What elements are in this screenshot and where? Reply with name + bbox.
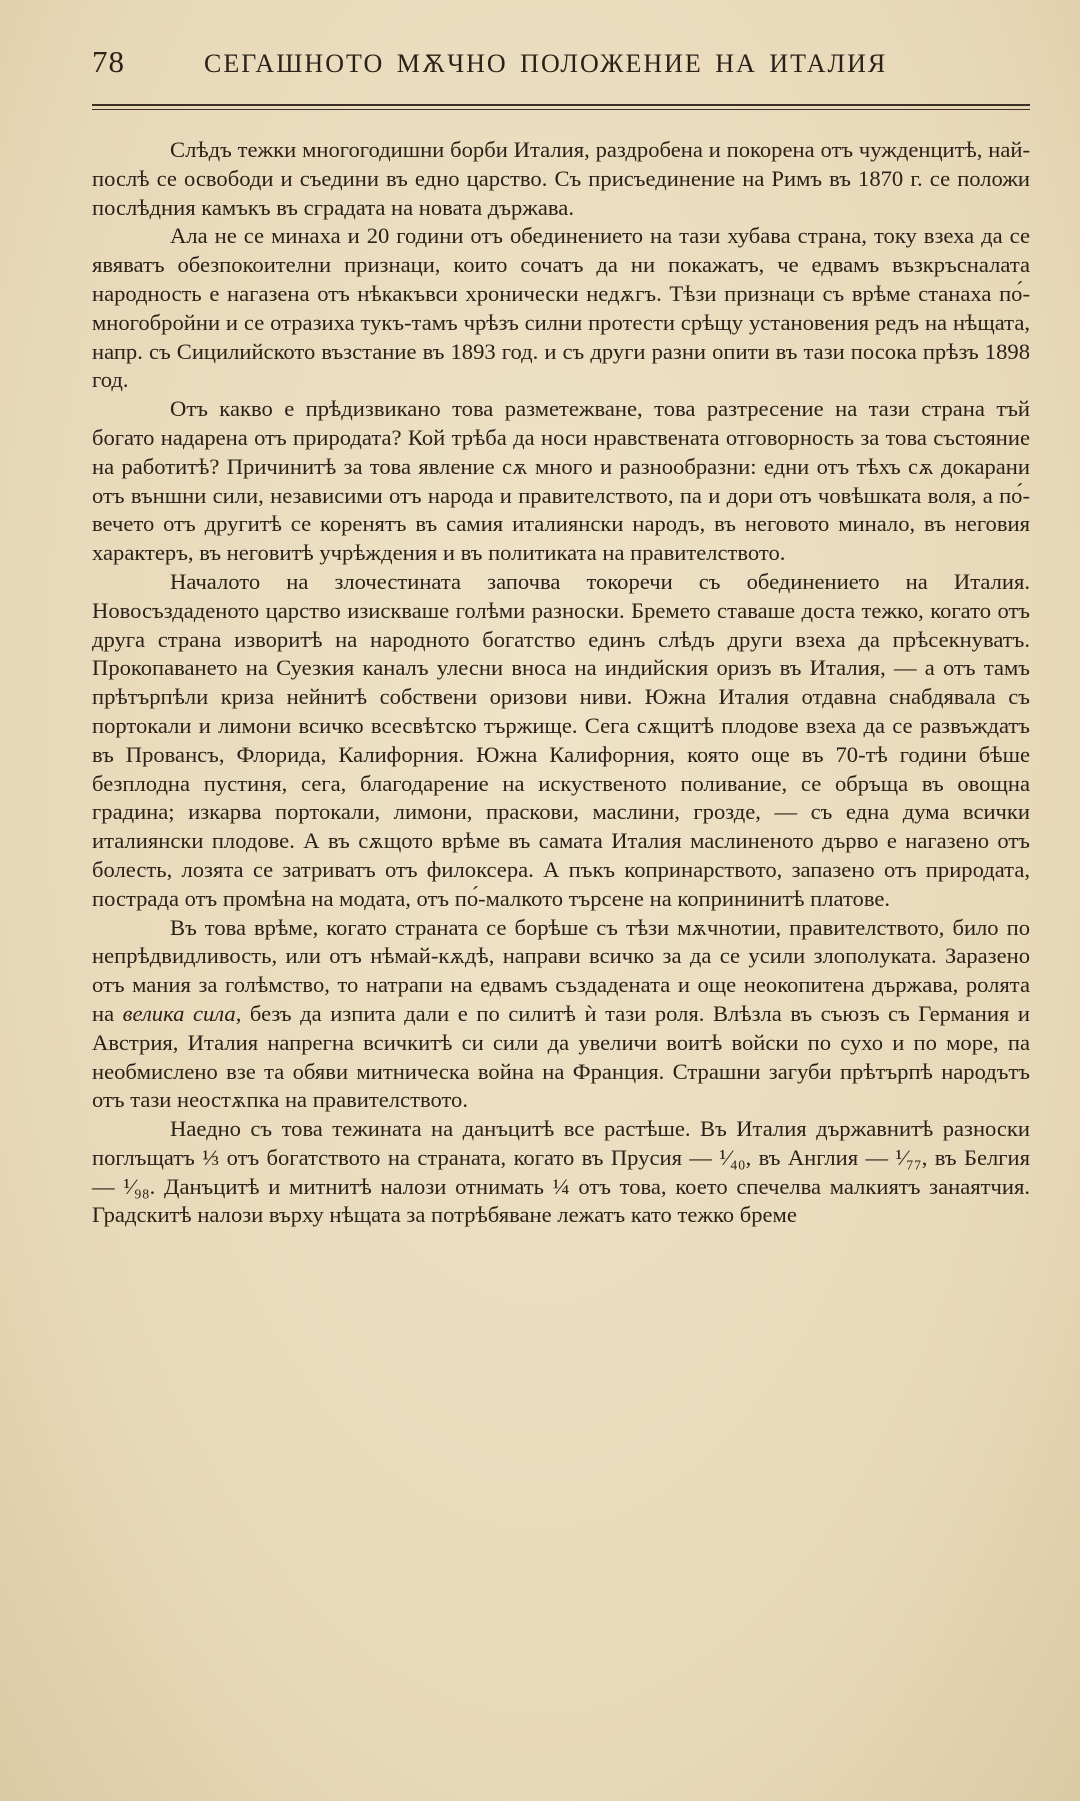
page-header [92, 44, 1030, 90]
header-rule-thin [92, 109, 1030, 110]
running-title: СЕГАШНОТО МѪЧНО ПОЛОЖЕНИЕ НА ИТАЛИЯ [204, 49, 888, 78]
body-text [92, 136, 1030, 1230]
paragraph-5-text-after: , безъ да изпита дали е по силитѣ ѝ тази роля. Влѣзла въ съюзъ съ Германия и Австрия, Италия напрегна всичкитѣ си сили да увеличи воитѣ войски по сухо и по море, па необмислено взе та обяви митническа война на Франция. Страшни загуби прѣтърпѣ народътъ отъ тази неостѫпка на правителството. [92, 1000, 1030, 1113]
paragraph-5 [92, 914, 1030, 1116]
emphasis-velika-sila: велика сила [122, 1000, 236, 1026]
page-number: 78 [92, 44, 125, 79]
paragraph-1: Слѣдъ тежки многогодишни борби Италия, раздробена и покорена отъ чужденцитѣ, най-послѣ се освободи и съедини въ едно царство. Съ присъединение на Римъ въ 1870 г. се положи послѣдния камъкъ въ сградата на новата държава. [92, 137, 1030, 220]
paragraph-4: Началото на злочестината започва токоречи съ обединението на Италия. Новосъздаденото царство изискваше голѣми разноски. Бремето ставаше доста тежко, когато отъ друга страна изворитѣ на народното богатство единъ слѣдъ други взеха да прѣсекнуватъ. Прокопаването на Суезкия каналъ улесни вноса на индийския оризъ въ Италия, — а отъ тамъ прѣтърпѣли криза нейнитѣ собствени оризови ниви. Южна Италия отдавна снабдявала съ портокали и лимони всичко всесвѣтско тържище. Сега сѫщитѣ плодове взеха да се развъждатъ въ Провансъ, Флорида, Калифорния. Южна Калифорния, която още въ 70-тѣ години бѣше безплодна пустиня, сега, благодарение на искуственото поливание, се обръща въ овощна градина; изкарва портокали, лимони, праскови, маслини, грозде, — съ една дума всички италиянски плодове. А въ сѫщото врѣме въ самата Италия маслиненото дърво е нагазено отъ болесть, лозята се затриватъ отъ филоксера. А пъкъ копринарството, запазено отъ природата, пострада отъ промѣна на модата, отъ по́-малкото търсене на копрининитѣ платове. [92, 568, 1030, 911]
paragraph-2: Ала не се минаха и 20 години отъ обединението на тази хубава страна, току взеха да се явяватъ обезпокоителни признаци, които сочатъ да ни покажатъ, че едвамъ възкръсналата народность е нагазена отъ нѣкакъвси хронически недѫгъ. Тѣзи признаци съ врѣме станаха по́-многобройни и се отразиха тукъ-тамъ чрѣзъ силни протести срѣщу установения редъ на нѣщата, напр. съ Сицилийското възстание въ 1893 год. и съ други разни опити въ тази посока прѣзъ 1898 год. [92, 223, 1030, 393]
header-rule-thick [92, 104, 1030, 106]
paragraph-6: Наедно съ това тежината на данъцитѣ все растѣше. Въ Италия държавнитѣ разноски поглъщатъ ⅓ отъ богатството на страната, когато въ Прусия — ¹⁄₄₀, въ Англия — ¹⁄₇₇, въ Белгия — ¹⁄₉₈. Данъцитѣ и митнитѣ налози отнимать ¼ отъ това, което спечелва малкиятъ занаятчия. Градскитѣ налози върху нѣщата за потрѣбяване лежатъ като тежко бреме [92, 1116, 1030, 1228]
paragraph-5-text-before: Въ това врѣме, когато страната се борѣше съ тѣзи мѫчнотии, правителството, било по непрѣдвидливость, или отъ нѣмай-кѫдѣ, направи всичко за да се усили злополуката. Заразено отъ мания за голѣмство, то натрапи на едвамъ създадената и още неокопитена държава, ролята на [92, 914, 1030, 1026]
paragraph-3: Отъ какво е прѣдизвикано това разметежване, това разтресение на тази страна тъй богато надарена отъ природата? Кой трѣба да носи нравствената отговорность за това състояние на работитѣ? Причинитѣ за това явление сѫ много и разнообразни: едни отъ тѣхъ сѫ докарани отъ външни сили, независими отъ народа и правителството, па и дори отъ човѣшката воля, а по́-вечето отъ другитѣ се коренятъ въ самия италиянски народъ, въ неговото минало, въ неговия характеръ, въ неговитѣ учрѣждения и въ политиката на правителството. [92, 396, 1030, 566]
